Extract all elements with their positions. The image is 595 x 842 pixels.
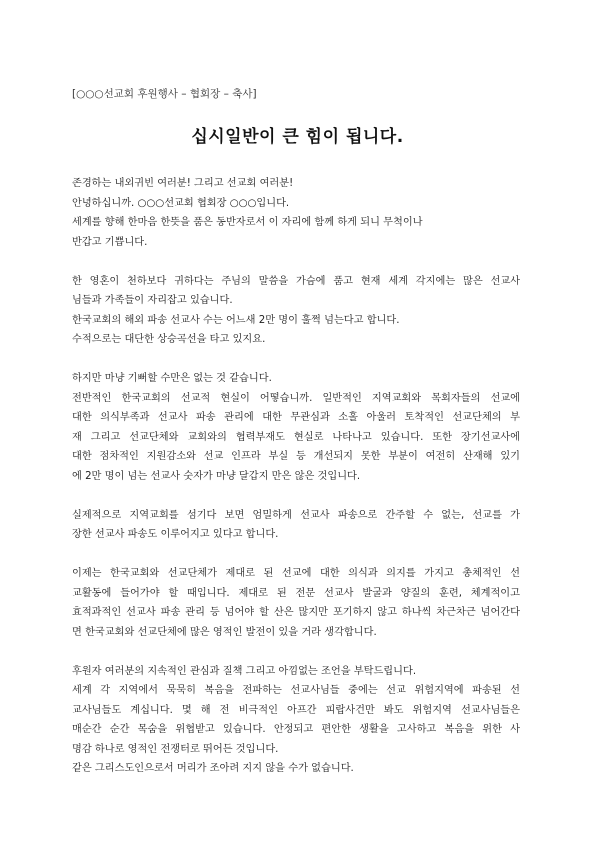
document-body bbox=[72, 174, 520, 798]
text-line: 같은 그리스도인으로서 머리가 조아려 지지 않을 수가 없습니다. bbox=[72, 763, 354, 774]
text-line: 안녕하십니까. ○○○선교회 협회장 ○○○입니다. bbox=[72, 197, 290, 209]
text-line: 전반적인 한국교회의 선교적 현실이 어떻습니까. 일반적인 지역교회와 목회자들의 선교에 bbox=[72, 392, 520, 404]
text-line: 세계 각 지역에서 묵묵히 복음을 전파하는 선교사님들 중에는 선교 위험지역에 파송된 선 bbox=[72, 685, 520, 696]
text-line: 장한 선교사 파송도 이루어지고 있다고 합니다. bbox=[72, 529, 279, 540]
text-line: 후원자 여러분의 지속적인 관심과 질책 그리고 아낌없는 조언을 부탁드립니다. bbox=[72, 665, 417, 677]
paragraph-greeting bbox=[72, 174, 520, 252]
text-line: 면 한국교회와 선교단체에 많은 영적인 발전이 있을 거라 생각합니다. bbox=[72, 626, 377, 638]
document-header-tag: [○○○선교회 후원행사 – 협회장 – 축사] bbox=[72, 88, 257, 100]
text-line: 에 2만 명이 넘는 선교사 숫자가 마냥 달갑지 만은 않은 것입니다. bbox=[72, 470, 361, 482]
text-line: 대한 의식부족과 선교사 파송 관리에 대한 무관심과 소홀 아울러 토착적인 선교단체의 부 bbox=[72, 412, 520, 423]
text-line: 명감 하나로 영적인 전쟁터로 뛰어든 것입니다. bbox=[72, 743, 279, 755]
text-line: 님들과 가족들이 자리잡고 있습니다. bbox=[72, 295, 233, 306]
text-line: 존경하는 내외귀빈 여러분! 그리고 선교회 여러분! bbox=[72, 178, 294, 189]
text-line: 한 영혼이 천하보다 귀하다는 주님의 말씀을 가슴에 품고 현재 세계 각지에는 많은 선교사 bbox=[72, 275, 520, 287]
text-line: 재 그리고 선교단체와 교회와의 협력부재도 현실로 나타나고 있습니다. 또한 장기선교사에 bbox=[72, 431, 520, 443]
text-line: 하지만 마냥 기뻐할 수만은 없는 것 같습니다. bbox=[72, 373, 272, 384]
text-line: 매순간 순간 목숨을 위협받고 있습니다. 안정되고 편안한 생활을 고사하고 복음을 위한 사 bbox=[72, 724, 520, 735]
text-line: 교활동에 들어가야 할 때입니다. 제대로 된 전문 선교사 발굴과 양질의 훈련, 체계적이고 bbox=[72, 587, 520, 599]
text-line: 세계를 향해 한마음 한뜻을 품은 동반자로서 이 자리에 함께 하게 되니 무척이나 bbox=[72, 217, 423, 228]
paragraph-local-church bbox=[72, 506, 520, 545]
text-line: 한국교회의 해외 파송 선교사 수는 어느새 2만 명이 훌쩍 넘는다고 합니다. bbox=[72, 314, 400, 326]
text-line: 교사님들도 계십니다. 몇 해 전 비극적인 아프간 피랍사건만 봐도 위험지역 선교사님들은 bbox=[72, 704, 520, 716]
paragraph-supporters bbox=[72, 662, 520, 779]
text-line: 효적과적인 선교사 파송 관리 등 넘어야 할 산은 많지만 포기하지 않고 하나씩 차근차근 넘어간다 bbox=[72, 607, 520, 618]
text-line: 대한 점차적인 지원감소와 선교 인프라 부실 등 개선되지 못한 부분이 여전히 산재해 있기 bbox=[72, 451, 520, 462]
text-line: 수적으로는 대단한 상승곡선을 타고 있지요. bbox=[72, 334, 266, 345]
document-title: 십시일반이 큰 힘이 됩니다. bbox=[191, 127, 404, 147]
paragraph-now bbox=[72, 564, 520, 642]
text-line: 실제적으로 지역교회를 섬기다 보면 엄밀하게 선교사 파송으로 간주할 수 없는, 선교를 가 bbox=[72, 509, 520, 521]
paragraph-missionaries bbox=[72, 272, 520, 350]
paragraph-reality bbox=[72, 369, 520, 486]
text-line: 이제는 한국교회와 선교단체가 제대로 된 선교에 대한 의식과 의지를 가지고 총체적인 선 bbox=[72, 568, 520, 579]
text-line: 반갑고 기쁩니다. bbox=[72, 236, 148, 248]
